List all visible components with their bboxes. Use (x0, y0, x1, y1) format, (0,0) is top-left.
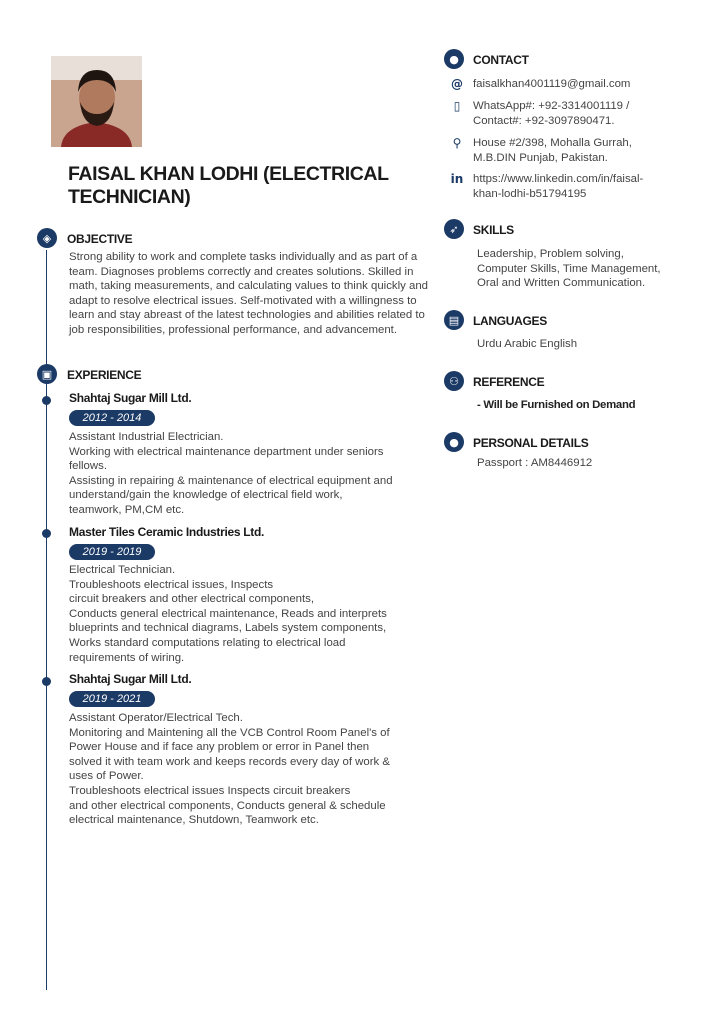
objective-text: Strong ability to work and complete tasks individually and as part of a team. Diagnoses problems correctly and creates solutions. Skilled in math, taking measurements, and calculating values to think quickly and adapt to resolve electrical issues. Self-motivated with a willingness to learn and stay abreast of the latest technologies and abilities related to job responsibilities, professional performance, and advancement. (69, 251, 428, 336)
address-text (473, 136, 693, 165)
job-dates: 2012 - 2014 (69, 410, 155, 426)
job-line: teamwork, PM,CM etc. (69, 503, 185, 516)
job-description (69, 563, 437, 665)
job-company: Master Tiles Ceramic Industries Ltd. (69, 525, 265, 539)
job-line: Power House and if face any problem or error in Panel then (69, 741, 370, 754)
contact-heading: CONTACT (473, 53, 529, 67)
skills-heading: SKILLS (473, 223, 514, 237)
at-icon: @ (451, 77, 463, 91)
job-line: Conducts general electrical maintenance, Reads and interprets (69, 607, 387, 620)
job-line: Monitoring and Maintening all the VCB Control Room Panel's of (69, 726, 390, 739)
job-dates: 2019 - 2019 (69, 544, 155, 560)
job-description (69, 711, 437, 828)
linkedin-line: khan-lodhi-b51794195 (473, 187, 587, 200)
language-icon: ▤ (444, 310, 464, 330)
job-line: requirements of wiring. (69, 651, 185, 664)
languages-text: Urdu Arabic English (477, 338, 578, 350)
job-line: and other electrical components, Conducts general & schedule (69, 799, 386, 812)
job-line: Troubleshoots electrical issues, Inspects (69, 578, 274, 591)
job-company: Shahtaj Sugar Mill Ltd. (69, 391, 192, 405)
rocket-icon: ➶ (444, 219, 464, 239)
page-title: FAISAL KHAN LODHI (ELECTRICAL TECHNICIAN) (68, 163, 389, 208)
timeline-line (46, 250, 47, 990)
briefcase-icon: ▣ (37, 364, 57, 384)
target-icon: ◈ (37, 228, 57, 248)
passport-text: Passport : AM8446912 (477, 457, 593, 469)
user-icon: ● (444, 49, 464, 69)
job-line: solved it with team work and keeps records every day of work & (69, 755, 390, 768)
languages-heading: LANGUAGES (473, 314, 547, 328)
job-line: electrical maintenance, Shutdown, Teamwork etc. (69, 814, 319, 827)
experience-heading: EXPERIENCE (67, 368, 142, 382)
group-icon: ⚇ (444, 371, 464, 391)
phone-line: WhatsApp#: +92-3314001119 / (473, 100, 630, 112)
linkedin-line: https://www.linkedin.com/in/faisal- (473, 173, 644, 185)
address-line: M.B.DIN Punjab, Pakistan. (473, 151, 608, 164)
job-line: Assistant Operator/Electrical Tech. (69, 712, 243, 724)
skills-line: Leadership, Problem solving, (477, 248, 624, 260)
timeline-dot (42, 677, 51, 686)
job-line: Working with electrical maintenance department under seniors (69, 445, 384, 458)
timeline-dot (42, 396, 51, 405)
linkedin-link[interactable] (473, 172, 693, 201)
job-line: uses of Power. (69, 770, 144, 783)
phone-line: Contact#: +92-3097890471. (473, 114, 615, 127)
job-line: Works standard computations relating to electrical load (69, 636, 346, 649)
job-line: Assisting in repairing & maintenance of electrical equipment and (69, 474, 393, 487)
job-line: Electrical Technician. (69, 564, 176, 576)
job-line: circuit breakers and other electrical components, (69, 593, 315, 606)
job-line: Assistant Industrial Electrician. (69, 431, 224, 443)
skills-line: Oral and Written Communication. (477, 277, 646, 290)
address-line: House #2/398, Mohalla Gurrah, (473, 137, 632, 149)
job-company: Shahtaj Sugar Mill Ltd. (69, 672, 192, 686)
skills-text (477, 247, 697, 291)
objective-heading: OBJECTIVE (67, 232, 133, 246)
job-line: fellows. (69, 460, 107, 473)
location-pin-icon: ⚲ (452, 136, 462, 150)
timeline-dot (42, 529, 51, 538)
reference-text: - Will be Furnished on Demand (477, 399, 636, 411)
email-link[interactable]: faisalkhan4001119@gmail.com (473, 78, 631, 90)
user-icon: ● (444, 432, 464, 452)
profile-photo (51, 56, 142, 147)
job-dates: 2019 - 2021 (69, 691, 155, 707)
phone-text (473, 99, 693, 128)
job-line: Troubleshoots electrical issues Inspects circuit breakers (69, 784, 351, 797)
phone-icon: ▯ (453, 99, 461, 113)
personal-details-heading: PERSONAL DETAILS (473, 436, 589, 450)
job-line: understand/gain the knowledge of electrical field work, (69, 489, 343, 502)
job-line: blueprints and technical diagrams, Labels system components, (69, 622, 387, 635)
job-description (69, 430, 437, 518)
linkedin-icon: in (450, 172, 464, 186)
reference-heading: REFERENCE (473, 375, 545, 389)
skills-line: Computer Skills, Time Management, (477, 262, 661, 275)
